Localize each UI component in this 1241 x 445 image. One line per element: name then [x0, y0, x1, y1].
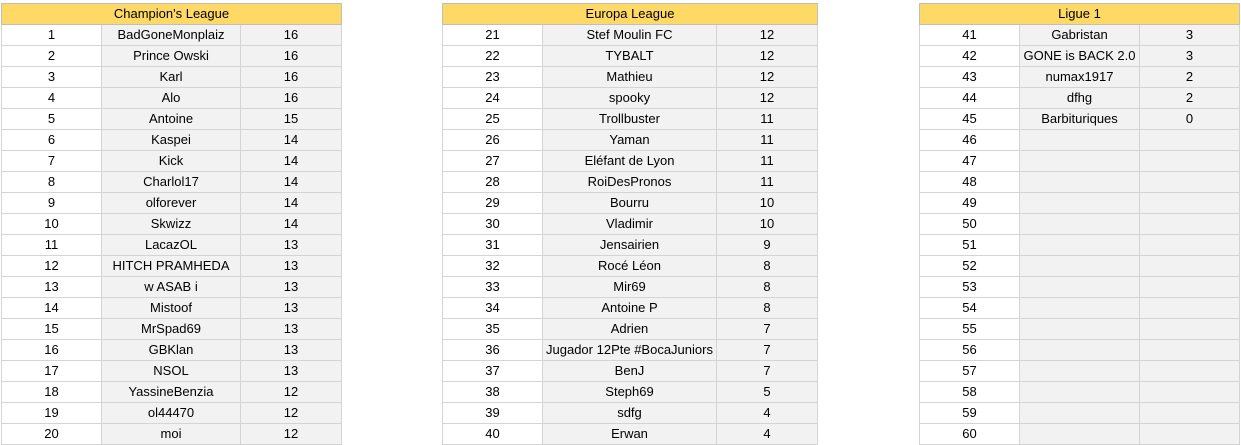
points-cell[interactable]: 11	[717, 130, 818, 151]
rank-cell[interactable]: 51	[920, 235, 1020, 256]
table-row	[443, 88, 818, 109]
points-cell[interactable]: 8	[717, 256, 818, 277]
player-name-cell[interactable]: LacazOL	[102, 235, 241, 256]
points-cell[interactable]: 9	[717, 235, 818, 256]
points-cell[interactable]	[1140, 361, 1240, 382]
rank-cell[interactable]: 14	[2, 298, 102, 319]
league-table-ligue1	[919, 3, 1240, 445]
table-row	[443, 298, 818, 319]
points-cell[interactable]	[1140, 235, 1240, 256]
rank-cell[interactable]: 1	[2, 25, 102, 46]
points-cell[interactable]: 4	[717, 424, 818, 445]
points-cell[interactable]: 12	[241, 403, 342, 424]
player-name-cell[interactable]: spooky	[543, 88, 717, 109]
points-cell[interactable]: 13	[241, 277, 342, 298]
player-name-cell[interactable]	[1020, 172, 1140, 193]
rank-cell[interactable]: 19	[2, 403, 102, 424]
rank-cell[interactable]: 25	[443, 109, 543, 130]
player-name-cell[interactable]	[1020, 403, 1140, 424]
rank-cell[interactable]: 50	[920, 214, 1020, 235]
table-row	[443, 382, 818, 403]
table-row	[2, 214, 342, 235]
points-cell[interactable]: 13	[241, 361, 342, 382]
rank-cell[interactable]: 20	[2, 424, 102, 445]
points-cell[interactable]: 3	[1140, 25, 1240, 46]
rank-cell[interactable]: 59	[920, 403, 1020, 424]
rank-cell[interactable]: 26	[443, 130, 543, 151]
league-header-row	[920, 4, 1240, 25]
player-name-cell[interactable]	[1020, 424, 1140, 445]
points-cell[interactable]: 16	[241, 67, 342, 88]
rank-cell[interactable]: 21	[443, 25, 543, 46]
player-name-cell[interactable]	[1020, 235, 1140, 256]
rank-cell[interactable]: 44	[920, 88, 1020, 109]
player-name-cell[interactable]	[1020, 193, 1140, 214]
points-cell[interactable]: 16	[241, 46, 342, 67]
player-name-cell[interactable]: Alo	[102, 88, 241, 109]
rank-cell[interactable]: 6	[2, 130, 102, 151]
table-row	[2, 235, 342, 256]
rank-cell[interactable]: 5	[2, 109, 102, 130]
player-name-cell[interactable]: BenJ	[543, 361, 717, 382]
league-header-row	[443, 4, 818, 25]
table-row	[2, 256, 342, 277]
rank-cell[interactable]: 40	[443, 424, 543, 445]
player-name-cell[interactable]: Adrien	[543, 319, 717, 340]
rank-cell[interactable]: 23	[443, 67, 543, 88]
player-name-cell[interactable]	[1020, 340, 1140, 361]
table-row	[920, 67, 1240, 88]
player-name-cell[interactable]: GONE is BACK 2.0	[1020, 46, 1140, 67]
points-cell[interactable]: 13	[241, 298, 342, 319]
table-row	[443, 256, 818, 277]
rank-cell[interactable]: 46	[920, 130, 1020, 151]
points-cell[interactable]: 12	[241, 424, 342, 445]
player-name-cell[interactable]: Rocé Léon	[543, 256, 717, 277]
player-name-cell[interactable]	[1020, 277, 1140, 298]
rank-cell[interactable]: 38	[443, 382, 543, 403]
table-row	[443, 109, 818, 130]
points-cell[interactable]: 14	[241, 172, 342, 193]
league-title[interactable]: Ligue 1	[920, 4, 1240, 25]
points-cell[interactable]: 5	[717, 382, 818, 403]
rank-cell[interactable]: 4	[2, 88, 102, 109]
rank-cell[interactable]: 42	[920, 46, 1020, 67]
points-cell[interactable]: 7	[717, 340, 818, 361]
player-name-cell[interactable]	[1020, 214, 1140, 235]
rank-cell[interactable]: 30	[443, 214, 543, 235]
rank-cell[interactable]: 32	[443, 256, 543, 277]
table-row	[443, 214, 818, 235]
player-name-cell[interactable]: NSOL	[102, 361, 241, 382]
rank-cell[interactable]: 57	[920, 361, 1020, 382]
points-cell[interactable]: 0	[1140, 109, 1240, 130]
rank-cell[interactable]: 8	[2, 172, 102, 193]
player-name-cell[interactable]: Karl	[102, 67, 241, 88]
points-cell[interactable]: 13	[241, 319, 342, 340]
player-name-cell[interactable]: Mir69	[543, 277, 717, 298]
points-cell[interactable]: 3	[1140, 46, 1240, 67]
player-name-cell[interactable]: RoiDesPronos	[543, 172, 717, 193]
rank-cell[interactable]: 18	[2, 382, 102, 403]
ranking-table	[442, 3, 818, 445]
table-row	[443, 25, 818, 46]
player-name-cell[interactable]: Yaman	[543, 130, 717, 151]
table-row	[920, 403, 1240, 424]
rank-cell[interactable]: 47	[920, 151, 1020, 172]
table-row	[443, 193, 818, 214]
player-name-cell[interactable]: Antoine	[102, 109, 241, 130]
player-name-cell[interactable]: Antoine P	[543, 298, 717, 319]
table-row	[920, 46, 1240, 67]
points-cell[interactable]	[1140, 298, 1240, 319]
player-name-cell[interactable]: Barbituriques	[1020, 109, 1140, 130]
points-cell[interactable]: 2	[1140, 88, 1240, 109]
rank-cell[interactable]: 49	[920, 193, 1020, 214]
points-cell[interactable]: 12	[717, 88, 818, 109]
rank-cell[interactable]: 36	[443, 340, 543, 361]
player-name-cell[interactable]: Steph69	[543, 382, 717, 403]
table-row	[2, 193, 342, 214]
points-cell[interactable]: 8	[717, 277, 818, 298]
player-name-cell[interactable]	[1020, 298, 1140, 319]
points-cell[interactable]	[1140, 424, 1240, 445]
table-row	[920, 319, 1240, 340]
points-cell[interactable]: 2	[1140, 67, 1240, 88]
table-row	[2, 46, 342, 67]
points-cell[interactable]	[1140, 214, 1240, 235]
table-row	[920, 256, 1240, 277]
league-title[interactable]: Europa League	[443, 4, 818, 25]
rank-cell[interactable]: 48	[920, 172, 1020, 193]
rank-cell[interactable]: 41	[920, 25, 1020, 46]
player-name-cell[interactable]: Kaspei	[102, 130, 241, 151]
rank-cell[interactable]: 12	[2, 256, 102, 277]
rank-cell[interactable]: 3	[2, 67, 102, 88]
table-row	[920, 88, 1240, 109]
player-name-cell[interactable]: Mistoof	[102, 298, 241, 319]
points-cell[interactable]: 11	[717, 172, 818, 193]
table-row	[443, 424, 818, 445]
points-cell[interactable]	[1140, 403, 1240, 424]
player-name-cell[interactable]	[1020, 130, 1140, 151]
table-row	[2, 109, 342, 130]
player-name-cell[interactable]: ol44470	[102, 403, 241, 424]
points-cell[interactable]: 8	[717, 298, 818, 319]
table-row	[443, 235, 818, 256]
points-cell[interactable]: 11	[717, 151, 818, 172]
table-row	[2, 424, 342, 445]
table-row	[2, 340, 342, 361]
table-row	[443, 403, 818, 424]
table-row	[920, 109, 1240, 130]
player-name-cell[interactable]	[1020, 319, 1140, 340]
rank-cell[interactable]: 13	[2, 277, 102, 298]
player-name-cell[interactable]	[1020, 361, 1140, 382]
player-name-cell[interactable]: Skwizz	[102, 214, 241, 235]
player-name-cell[interactable]: Charlol17	[102, 172, 241, 193]
points-cell[interactable]	[1140, 277, 1240, 298]
points-cell[interactable]: 14	[241, 151, 342, 172]
rank-cell[interactable]: 43	[920, 67, 1020, 88]
rank-cell[interactable]: 22	[443, 46, 543, 67]
points-cell[interactable]: 7	[717, 361, 818, 382]
rank-cell[interactable]: 52	[920, 256, 1020, 277]
league-table-europa	[442, 3, 818, 445]
table-row	[2, 130, 342, 151]
table-row	[443, 130, 818, 151]
rank-cell[interactable]: 55	[920, 319, 1020, 340]
player-name-cell[interactable]: w ASAB i	[102, 277, 241, 298]
table-row	[443, 319, 818, 340]
table-row	[2, 67, 342, 88]
table-row	[2, 88, 342, 109]
rank-cell[interactable]: 60	[920, 424, 1020, 445]
points-cell[interactable]	[1140, 319, 1240, 340]
points-cell[interactable]: 15	[241, 109, 342, 130]
rank-cell[interactable]: 2	[2, 46, 102, 67]
player-name-cell[interactable]: HITCH PRAMHEDA	[102, 256, 241, 277]
player-name-cell[interactable]: Prince Owski	[102, 46, 241, 67]
league-title[interactable]: Champion's League	[2, 4, 342, 25]
points-cell[interactable]: 4	[717, 403, 818, 424]
player-name-cell[interactable]: numax1917	[1020, 67, 1140, 88]
points-cell[interactable]	[1140, 151, 1240, 172]
points-cell[interactable]	[1140, 172, 1240, 193]
points-cell[interactable]: 12	[241, 382, 342, 403]
points-cell[interactable]: 12	[717, 46, 818, 67]
table-row	[443, 277, 818, 298]
points-cell[interactable]: 13	[241, 256, 342, 277]
player-name-cell[interactable]: dfhg	[1020, 88, 1140, 109]
points-cell[interactable]: 13	[241, 235, 342, 256]
points-cell[interactable]	[1140, 130, 1240, 151]
rank-cell[interactable]: 56	[920, 340, 1020, 361]
player-name-cell[interactable]: Jensairien	[543, 235, 717, 256]
table-row	[920, 382, 1240, 403]
points-cell[interactable]: 16	[241, 88, 342, 109]
player-name-cell[interactable]: Vladimir	[543, 214, 717, 235]
table-row	[2, 361, 342, 382]
player-name-cell[interactable]	[1020, 256, 1140, 277]
table-row	[920, 130, 1240, 151]
points-cell[interactable]: 12	[717, 25, 818, 46]
table-row	[920, 172, 1240, 193]
rank-cell[interactable]: 9	[2, 193, 102, 214]
points-cell[interactable]: 12	[717, 67, 818, 88]
table-row	[2, 319, 342, 340]
table-row	[2, 172, 342, 193]
points-cell[interactable]: 14	[241, 214, 342, 235]
player-name-cell[interactable]: Jugador 12Pte #BocaJuniors	[543, 340, 717, 361]
table-row	[920, 193, 1240, 214]
table-row	[443, 340, 818, 361]
table-row	[2, 277, 342, 298]
points-cell[interactable]	[1140, 193, 1240, 214]
table-row	[920, 424, 1240, 445]
player-name-cell[interactable]	[1020, 151, 1140, 172]
rank-cell[interactable]: 58	[920, 382, 1020, 403]
table-row	[443, 46, 818, 67]
table-row	[443, 172, 818, 193]
table-row	[2, 382, 342, 403]
player-name-cell[interactable]: Gabristan	[1020, 25, 1140, 46]
ranking-table	[1, 3, 342, 445]
table-row	[443, 67, 818, 88]
table-row	[920, 277, 1240, 298]
points-cell[interactable]: 11	[717, 109, 818, 130]
player-name-cell[interactable]: BadGoneMonplaiz	[102, 25, 241, 46]
league-table-champions	[1, 3, 342, 445]
rank-cell[interactable]: 33	[443, 277, 543, 298]
rank-cell[interactable]: 10	[2, 214, 102, 235]
rank-cell[interactable]: 17	[2, 361, 102, 382]
points-cell[interactable]	[1140, 382, 1240, 403]
rank-cell[interactable]: 15	[2, 319, 102, 340]
rank-cell[interactable]: 24	[443, 88, 543, 109]
player-name-cell[interactable]: Mathieu	[543, 67, 717, 88]
player-name-cell[interactable]: Trollbuster	[543, 109, 717, 130]
player-name-cell[interactable]: Kick	[102, 151, 241, 172]
rank-cell[interactable]: 31	[443, 235, 543, 256]
rank-cell[interactable]: 35	[443, 319, 543, 340]
points-cell[interactable]	[1140, 340, 1240, 361]
points-cell[interactable]: 14	[241, 193, 342, 214]
player-name-cell[interactable]: Bourru	[543, 193, 717, 214]
points-cell[interactable]: 10	[717, 214, 818, 235]
table-row	[920, 340, 1240, 361]
table-row	[443, 361, 818, 382]
points-cell[interactable]: 7	[717, 319, 818, 340]
rank-cell[interactable]: 53	[920, 277, 1020, 298]
table-row	[920, 25, 1240, 46]
points-cell[interactable]: 14	[241, 130, 342, 151]
player-name-cell[interactable]: MrSpad69	[102, 319, 241, 340]
player-name-cell[interactable]: Erwan	[543, 424, 717, 445]
table-row	[2, 25, 342, 46]
table-row	[2, 151, 342, 172]
table-row	[920, 214, 1240, 235]
rank-cell[interactable]: 27	[443, 151, 543, 172]
points-cell[interactable]: 10	[717, 193, 818, 214]
table-row	[443, 151, 818, 172]
rank-cell[interactable]: 16	[2, 340, 102, 361]
rank-cell[interactable]: 28	[443, 172, 543, 193]
ranking-table	[919, 3, 1240, 445]
rank-cell[interactable]: 37	[443, 361, 543, 382]
player-name-cell[interactable]: GBKlan	[102, 340, 241, 361]
points-cell[interactable]: 13	[241, 340, 342, 361]
rank-cell[interactable]: 34	[443, 298, 543, 319]
table-row	[920, 361, 1240, 382]
table-row	[2, 403, 342, 424]
rank-cell[interactable]: 29	[443, 193, 543, 214]
player-name-cell[interactable]: Stef Moulin FC	[543, 25, 717, 46]
table-row	[920, 235, 1240, 256]
table-row	[920, 151, 1240, 172]
rank-cell[interactable]: 45	[920, 109, 1020, 130]
rank-cell[interactable]: 11	[2, 235, 102, 256]
player-name-cell[interactable]	[1020, 382, 1140, 403]
player-name-cell[interactable]: moi	[102, 424, 241, 445]
points-cell[interactable]	[1140, 256, 1240, 277]
player-name-cell[interactable]: YassineBenzia	[102, 382, 241, 403]
rank-cell[interactable]: 7	[2, 151, 102, 172]
rank-cell[interactable]: 39	[443, 403, 543, 424]
table-row	[920, 298, 1240, 319]
player-name-cell[interactable]: TYBALT	[543, 46, 717, 67]
table-row	[2, 298, 342, 319]
points-cell[interactable]: 16	[241, 25, 342, 46]
player-name-cell[interactable]: Eléfant de Lyon	[543, 151, 717, 172]
player-name-cell[interactable]: sdfg	[543, 403, 717, 424]
player-name-cell[interactable]: olforever	[102, 193, 241, 214]
rank-cell[interactable]: 54	[920, 298, 1020, 319]
league-header-row	[2, 4, 342, 25]
